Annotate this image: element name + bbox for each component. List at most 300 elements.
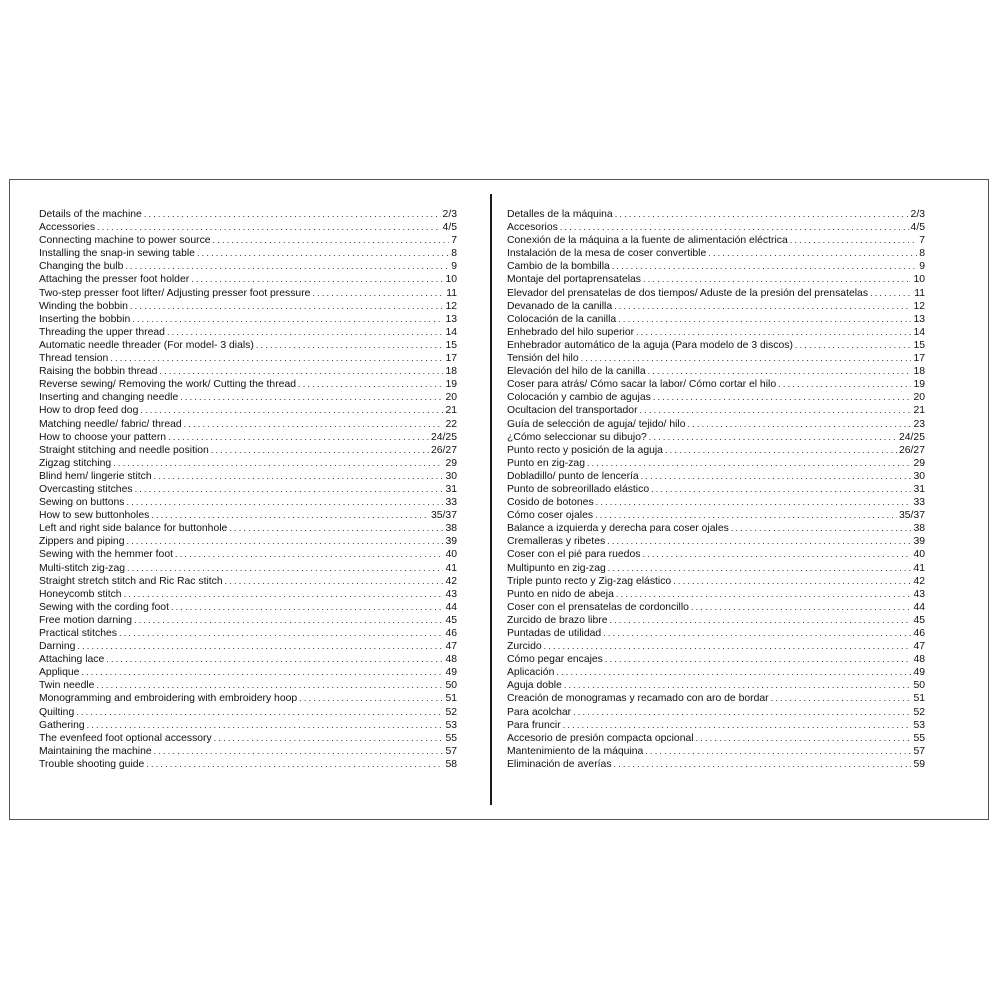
toc-entry-page: 48 (913, 654, 925, 666)
dot-leader (191, 273, 443, 286)
dot-leader (119, 627, 443, 640)
toc-entry (507, 745, 925, 758)
toc-entry (507, 692, 925, 705)
toc-entry (39, 378, 457, 391)
dot-leader (127, 535, 444, 548)
toc-entry (39, 640, 457, 653)
toc-entry (39, 692, 457, 705)
toc-entry-title: Dobladillo/ punto de lencería (507, 470, 639, 482)
toc-entry (39, 548, 457, 561)
toc-entry (507, 758, 925, 771)
toc-entry-title: Cosido de botones (507, 497, 594, 509)
dot-leader (225, 575, 444, 588)
toc-entry-page: 21 (913, 405, 925, 417)
toc-entry-title: Punto en zig-zag (507, 457, 585, 469)
toc-spread (9, 179, 989, 820)
toc-entry-page: 57 (445, 745, 457, 757)
toc-entry-title: Twin needle (39, 680, 95, 692)
toc-entry (507, 522, 925, 535)
toc-entry-title: Multipunto en zig-zag (507, 562, 606, 574)
toc-entry-page: 47 (913, 641, 925, 653)
dot-leader (298, 378, 443, 391)
toc-entry-page: 40 (913, 549, 925, 561)
toc-entry-page: 29 (913, 457, 925, 469)
toc-entry-page: 42 (913, 575, 925, 587)
dot-leader (608, 562, 912, 575)
toc-entry-page: 35/37 (898, 510, 925, 522)
toc-entry-title: Maintaining the machine (39, 745, 152, 757)
toc-entry-page: 39 (913, 536, 925, 548)
toc-entry-title: Coser con el prensatelas de cordoncillo (507, 601, 689, 613)
toc-entry-page: 43 (913, 588, 925, 600)
toc-entry (39, 614, 457, 627)
toc-entry (39, 313, 457, 326)
toc-entry-page: 11 (446, 287, 457, 299)
toc-entry-title: Free motion darning (39, 614, 132, 626)
dot-leader (573, 706, 911, 719)
toc-entry-title: Thread tension (39, 353, 109, 365)
toc-entry-page: 17 (445, 353, 457, 365)
dot-leader (127, 562, 443, 575)
toc-entry (507, 614, 925, 627)
toc-entry (39, 339, 457, 352)
toc-entry (39, 588, 457, 601)
dot-leader (87, 719, 444, 732)
dot-leader (130, 300, 443, 313)
toc-entry-page: 49 (913, 667, 925, 679)
toc-entry-page: 20 (913, 392, 925, 404)
toc-entry-page: 44 (445, 601, 457, 613)
toc-entry (39, 575, 457, 588)
dot-leader (77, 640, 443, 653)
toc-entry-title: Elevación del hilo de la canilla (507, 366, 646, 378)
toc-entry-title: Sewing on buttons (39, 497, 125, 509)
toc-entry (507, 627, 925, 640)
toc-entry-title: Monogramming and embroidering with embroidery hoop (39, 693, 298, 705)
toc-entry-page: 42 (445, 575, 457, 587)
toc-entry-page: 23 (913, 418, 925, 430)
toc-entry-page: 46 (913, 628, 925, 639)
toc-entry (39, 365, 457, 378)
dot-leader (96, 679, 443, 692)
dot-leader (146, 758, 443, 771)
dot-leader (159, 365, 443, 378)
toc-entry-title: Zigzag stitching (39, 457, 112, 469)
toc-entry-page: 31 (445, 483, 457, 495)
toc-entry-page: 33 (913, 497, 925, 509)
toc-entry-title: Practical stitches (39, 628, 117, 639)
toc-entry (507, 404, 925, 417)
dot-leader (640, 404, 912, 417)
toc-entry (507, 588, 925, 601)
toc-entry (507, 221, 925, 234)
toc-entry-page: 57 (913, 745, 925, 757)
toc-entry-page: 29 (445, 457, 457, 469)
toc-entry-title: Darning (39, 641, 76, 653)
toc-entry-page: 51 (913, 693, 925, 705)
toc-entry-title: Straight stretch stitch and Ric Rac stitch (39, 575, 223, 587)
toc-entry-title: Blind hem/ lingerie stitch (39, 470, 152, 482)
toc-entry-page: 39 (445, 536, 457, 548)
toc-entry-page: 8 (919, 248, 925, 260)
toc-entry-page: 30 (913, 470, 925, 482)
dot-leader (587, 457, 911, 470)
dot-leader (197, 247, 449, 260)
toc-entry (507, 535, 925, 548)
toc-entry-page: 53 (445, 719, 457, 731)
dot-leader (691, 601, 911, 614)
dot-leader (696, 732, 912, 745)
toc-entry-title: Instalación de la mesa de coser convertible (507, 248, 707, 260)
dot-leader (581, 352, 912, 365)
toc-entry-page: 50 (445, 680, 457, 692)
toc-entry-title: Reverse sewing/ Removing the work/ Cutting the thread (39, 379, 297, 391)
toc-entry (507, 457, 925, 470)
toc-entry-page: 31 (913, 483, 925, 495)
toc-entry (507, 339, 925, 352)
dot-leader (643, 273, 911, 286)
toc-entry-page: 26/27 (430, 444, 457, 456)
toc-entry-title: Threading the upper thread (39, 326, 165, 338)
toc-entry (39, 601, 457, 614)
dot-leader (641, 470, 912, 483)
toc-entry (39, 418, 457, 431)
toc-entry-title: Coser para atrás/ Cómo sacar la labor/ Cómo cortar el hilo (507, 379, 777, 391)
toc-entry-title: Detalles de la máquina (507, 209, 613, 220)
toc-entry-page: 10 (913, 274, 925, 286)
dot-leader (563, 719, 912, 732)
toc-entry-title: Triple punto recto y Zig-zag elástico (507, 575, 672, 587)
toc-entry (39, 247, 457, 260)
toc-entry-title: Ocultacion del transportador (507, 405, 638, 417)
dot-leader (612, 260, 917, 273)
toc-entry-title: Punto recto y posición de la aguja (507, 444, 663, 456)
toc-entry-title: Winding the bobbin (39, 300, 128, 312)
toc-entry (39, 745, 457, 758)
dot-leader (618, 313, 911, 326)
toc-entry-page: 40 (445, 549, 457, 561)
toc-entry-page: 10 (445, 274, 457, 286)
dot-leader (870, 287, 912, 300)
toc-entry-title: Colocación de la canilla (507, 313, 617, 325)
dot-leader (614, 300, 911, 313)
toc-entry-page: 46 (445, 628, 457, 639)
toc-entry-title: How to sew buttonholes (39, 510, 150, 522)
toc-entry-title: Montaje del portaprensatelas (507, 274, 642, 286)
dot-leader (795, 339, 912, 352)
toc-entry-page: 20 (445, 392, 457, 404)
toc-entry (507, 260, 925, 273)
toc-entry-title: Raising the bobbin thread (39, 366, 158, 378)
toc-entry-page: 41 (445, 562, 457, 574)
toc-entry (39, 509, 457, 522)
toc-entry-title: Eliminación de averías (507, 758, 612, 770)
toc-entry (39, 221, 457, 234)
dot-leader (607, 535, 911, 548)
toc-entry-title: Coser con el pié para ruedos (507, 549, 641, 561)
dot-leader (603, 627, 911, 640)
toc-entry (507, 575, 925, 588)
toc-entry-page: 18 (445, 366, 457, 378)
toc-entry-title: Straight stitching and needle position (39, 444, 209, 456)
toc-entry-page: 53 (913, 719, 925, 731)
toc-entry-page: 50 (913, 680, 925, 692)
dot-leader (673, 575, 911, 588)
toc-entry-title: Accessories (39, 222, 96, 234)
toc-entry-title: Tensión del hilo (507, 353, 579, 365)
toc-entry-title: Automatic needle threader (For model- 3 dials) (39, 339, 254, 351)
toc-entry-page: 24/25 (430, 431, 457, 443)
dot-leader (135, 483, 444, 496)
toc-entry (507, 326, 925, 339)
toc-entry-page: 52 (913, 706, 925, 718)
toc-entry (507, 234, 925, 247)
toc-entry-title: Cómo coser ojales (507, 510, 594, 522)
toc-entry (507, 247, 925, 260)
toc-entry-page: 7 (451, 235, 457, 247)
toc-entry-title: Mantenimiento de la máquina (507, 745, 644, 757)
dot-leader (106, 653, 443, 666)
toc-entry-page: 47 (445, 641, 457, 653)
toc-entry-page: 9 (919, 261, 925, 273)
toc-entry (39, 444, 457, 457)
toc-entry-title: The evenfeed foot optional accessory (39, 732, 212, 744)
toc-entry-page: 38 (913, 523, 925, 535)
toc-entry-title: Punto en nido de abeja (507, 588, 614, 600)
dot-leader (154, 470, 444, 483)
toc-entry (507, 719, 925, 732)
dot-leader (771, 692, 912, 705)
toc-entry (507, 706, 925, 719)
dot-leader (649, 431, 897, 444)
toc-entry (507, 666, 925, 679)
toc-entry-title: Left and right side balance for buttonhole (39, 523, 228, 535)
toc-entry-page: 15 (445, 339, 457, 351)
toc-entry-title: Guía de selección de aguja/ tejido/ hilo (507, 418, 686, 430)
toc-entry-title: Aplicación (507, 667, 555, 679)
toc-entry (39, 326, 457, 339)
toc-entry-page: 45 (913, 614, 925, 626)
toc-entry (39, 679, 457, 692)
dot-leader (171, 601, 443, 614)
toc-entry-page: 2/3 (910, 209, 925, 220)
dot-leader (616, 588, 912, 601)
toc-entry (39, 431, 457, 444)
toc-entry-page: 7 (919, 235, 925, 247)
toc-entry-title: Quilting (39, 706, 75, 718)
dot-leader (595, 509, 897, 522)
toc-entry (39, 522, 457, 535)
toc-entry-title: Conexión de la máquina a la fuente de alimentación eléctrica (507, 235, 788, 247)
dot-leader (778, 378, 911, 391)
toc-entry-page: 58 (445, 758, 457, 770)
toc-entry-page: 55 (913, 732, 925, 744)
toc-entry-title: How to drop feed dog (39, 405, 139, 417)
dot-leader (544, 640, 912, 653)
toc-entry-page: 14 (913, 326, 925, 338)
dot-leader (125, 260, 449, 273)
toc-entry-title: Two-step presser foot lifter/ Adjusting presser foot pressure (39, 287, 311, 299)
toc-entry-page: 30 (445, 470, 457, 482)
toc-entry-page: 18 (913, 366, 925, 378)
dot-leader (614, 758, 912, 771)
toc-entry-page: 22 (445, 418, 457, 430)
toc-entry-page: 51 (445, 693, 457, 705)
toc-entry (39, 457, 457, 470)
toc-entry-page: 49 (445, 667, 457, 679)
dot-leader (167, 326, 444, 339)
dot-leader (132, 313, 443, 326)
toc-entry (507, 444, 925, 457)
toc-entry-page: 52 (445, 706, 457, 718)
toc-entry (39, 719, 457, 732)
dot-leader (596, 496, 912, 509)
toc-entry-page: 11 (914, 287, 925, 299)
toc-entry (507, 273, 925, 286)
dot-leader (211, 444, 429, 457)
center-divider (490, 194, 492, 805)
toc-entry-page: 45 (445, 614, 457, 626)
toc-entry-title: Trouble shooting guide (39, 758, 145, 770)
toc-entry (507, 732, 925, 745)
dot-leader (653, 391, 912, 404)
toc-entry-title: Colocación y cambio de agujas (507, 392, 651, 404)
toc-entry-page: 13 (913, 313, 925, 325)
dot-leader (560, 221, 909, 234)
toc-entry-title: Attaching the presser foot holder (39, 274, 190, 286)
toc-entry-page: 43 (445, 588, 457, 600)
toc-entry-page: 48 (445, 654, 457, 666)
toc-entry-title: Matching needle/ fabric/ thread (39, 418, 182, 430)
toc-entry (39, 758, 457, 771)
dot-leader (110, 352, 443, 365)
toc-entry (507, 418, 925, 431)
toc-entry-title: Inserting and changing needle (39, 392, 179, 404)
toc-entry-title: Puntadas de utilidad (507, 628, 602, 639)
toc-entry (39, 260, 457, 273)
toc-entry (39, 404, 457, 417)
toc-entry-page: 33 (445, 497, 457, 509)
toc-entry (39, 287, 457, 300)
toc-entry (507, 601, 925, 614)
toc-entry-page: 12 (445, 300, 457, 312)
toc-entry (507, 391, 925, 404)
toc-entry-title: Enhebrador automático de la aguja (Para modelo de 3 discos) (507, 339, 793, 351)
dot-leader (214, 732, 444, 745)
dot-leader (605, 653, 912, 666)
toc-entry (507, 562, 925, 575)
toc-entry-title: Cómo pegar encajes (507, 654, 603, 666)
toc-entry (39, 706, 457, 719)
toc-entry (39, 653, 457, 666)
toc-entry (39, 470, 457, 483)
toc-entry (39, 208, 457, 221)
toc-entry-title: How to choose your pattern (39, 431, 167, 443)
toc-entry-title: Installing the snap-in sewing table (39, 248, 195, 260)
dot-leader (688, 418, 912, 431)
dot-leader (154, 745, 444, 758)
toc-entry-page: 24/25 (898, 431, 925, 443)
toc-entry (39, 732, 457, 745)
toc-entry (507, 679, 925, 692)
toc-entry-title: Accesorios (507, 222, 558, 234)
dot-leader (140, 404, 443, 417)
toc-entry-title: Connecting machine to power source (39, 235, 211, 247)
toc-entry-title: Para acolchar (507, 706, 572, 718)
toc-entry (39, 300, 457, 313)
toc-entry-title: Overcasting stitches (39, 483, 133, 495)
toc-entry (507, 365, 925, 378)
toc-entry-title: Multi-stitch zig-zag (39, 562, 126, 574)
dot-leader (229, 522, 443, 535)
toc-entry (507, 313, 925, 326)
toc-entry-page: 14 (445, 326, 457, 338)
dot-leader (81, 666, 443, 679)
toc-entry-page: 26/27 (898, 444, 925, 456)
toc-entry (39, 391, 457, 404)
toc-entry (507, 352, 925, 365)
toc-spanish (507, 208, 925, 771)
dot-leader (651, 483, 911, 496)
toc-entry-title: Details of the machine (39, 209, 142, 220)
toc-entry-title: Changing the bulb (39, 261, 124, 273)
toc-entry (507, 470, 925, 483)
toc-entry-page: 4/5 (910, 222, 925, 234)
dot-leader (113, 457, 443, 470)
dot-leader (175, 548, 443, 561)
toc-entry-page: 12 (913, 300, 925, 312)
toc-entry-page: 38 (445, 523, 457, 535)
toc-entry-page: 15 (913, 339, 925, 351)
toc-entry-title: Gathering (39, 719, 85, 731)
dot-leader (645, 745, 911, 758)
toc-entry-title: Enhebrado del hilo superior (507, 326, 635, 338)
toc-entry-page: 4/5 (442, 222, 457, 234)
toc-entry-page: 13 (445, 313, 457, 325)
toc-entry (39, 666, 457, 679)
toc-entry-page: 41 (913, 562, 925, 574)
dot-leader (312, 287, 444, 300)
toc-entry (39, 496, 457, 509)
toc-entry (507, 208, 925, 221)
toc-entry-title: Sewing with the cording foot (39, 601, 169, 613)
dot-leader (708, 247, 917, 260)
toc-entry-page: 35/37 (430, 510, 457, 522)
dot-leader (97, 221, 441, 234)
toc-entry-title: Applique (39, 667, 80, 679)
toc-entry-page: 19 (445, 379, 457, 391)
toc-entry-page: 21 (445, 405, 457, 417)
dot-leader (184, 418, 444, 431)
dot-leader (168, 431, 429, 444)
toc-entry (507, 378, 925, 391)
toc-entry-title: Cambio de la bombilla (507, 261, 610, 273)
toc-entry (507, 496, 925, 509)
toc-entry (39, 352, 457, 365)
dot-leader (564, 679, 912, 692)
toc-entry-page: 59 (913, 758, 925, 770)
toc-entry-title: Zurcido (507, 641, 542, 653)
toc-entry (39, 234, 457, 247)
dot-leader (124, 588, 444, 601)
toc-entry-page: 9 (451, 261, 457, 273)
dot-leader (134, 614, 443, 627)
toc-entry-title: Cremalleras y ribetes (507, 536, 606, 548)
toc-entry-title: Honeycomb stitch (39, 588, 122, 600)
toc-entry-title: Accesorio de presión compacta opcional (507, 732, 694, 744)
toc-entry-page: 19 (913, 379, 925, 391)
dot-leader (648, 365, 912, 378)
